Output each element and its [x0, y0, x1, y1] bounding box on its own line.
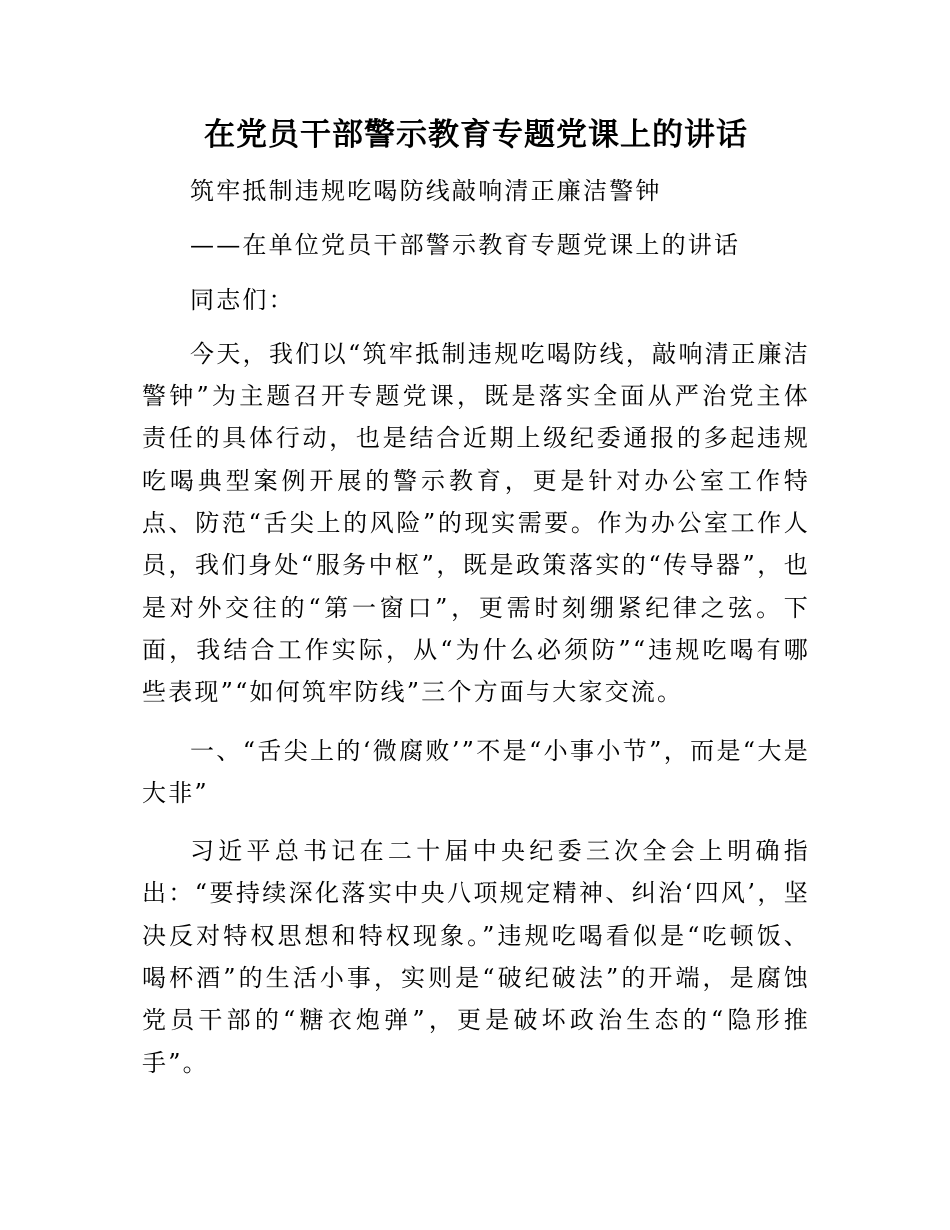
paragraph-section-one: 习近平总书记在二十届中央纪委三次全会上明确指出：“要持续深化落实中央八项规定精神、纠治‘四风’，坚决反对特权思想和特权现象。”违规吃喝看似是“吃顿饭、喝杯酒”的生活小事，实则是“破纪破法”的开端，是腐蚀党员干部的“糖衣炮弹”，更是破坏政治生态的“隐形推手”。 — [142, 837, 810, 1077]
document-subtitle-speech: ——在单位党员干部警示教育专题党课上的讲话 — [190, 231, 741, 260]
section-heading-one: 一、“舌尖上的‘微腐败’”不是“小事小节”，而是“大是大非” — [142, 736, 810, 807]
salutation: 同志们： — [190, 285, 295, 314]
paragraph-intro: 今天，我们以“筑牢抵制违规吃喝防线，敲响清正廉洁警钟”为主题召开专题党课，既是落实全面从严治党主体责任的具体行动，也是结合近期上级纪委通报的多起违规吃喝典型案例开展的警示教育，更是针对办公室工作特点、防范“舌尖上的风险”的现实需要。作为办公室工作人员，我们身处“服务中枢”，既是政策落实的“传导器”，也是对外交往的“第一窗口”，更需时刻绷紧纪律之弦。下面，我结合工作实际，从“为什么必须防”“违规吃喝有哪些表现”“如何筑牢防线”三个方面与大家交流。 — [142, 339, 810, 707]
document-subtitle: 筑牢抵制违规吃喝防线敲响清正廉洁警钟 — [190, 177, 662, 205]
document-page — [142, 108, 810, 1100]
document-title: 在党员干部警示教育专题党课上的讲话 — [204, 117, 748, 153]
